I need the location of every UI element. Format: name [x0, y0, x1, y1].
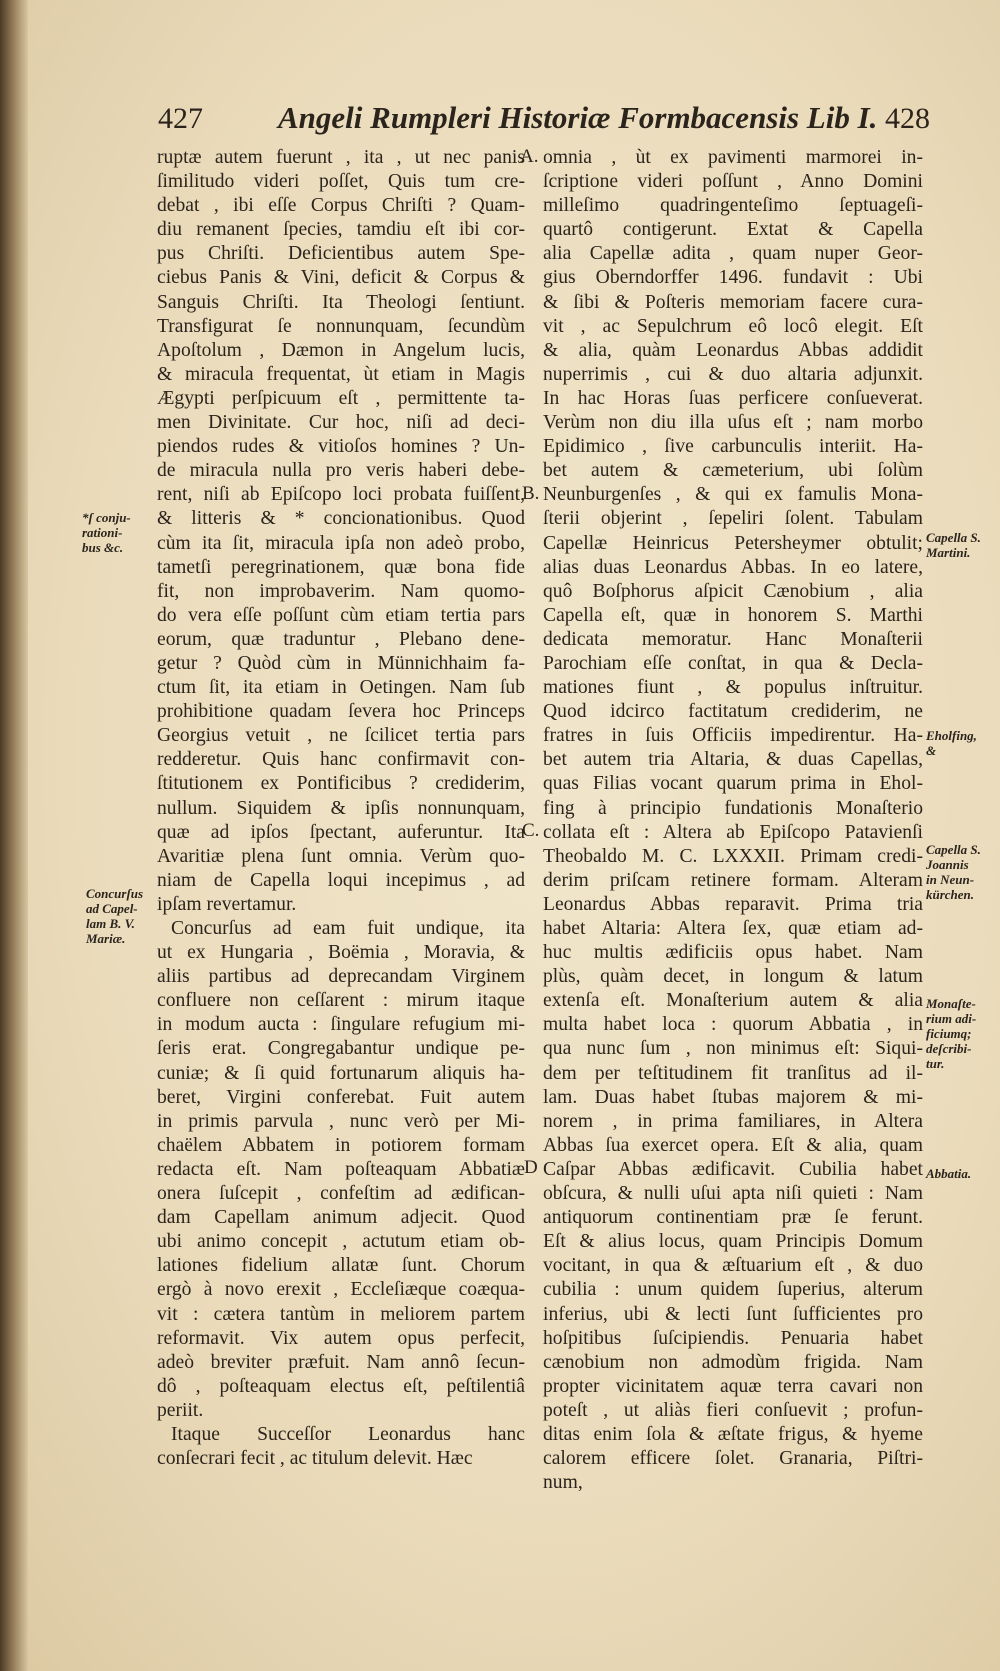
text-line: Concurſus ad eam fuit undique, ita — [171, 918, 525, 939]
text-line: Abbas ſua exercet opera. Eſt & alia, quam — [543, 1134, 923, 1156]
left-text-column — [157, 146, 525, 1471]
margin-note — [86, 886, 143, 946]
page-number-left: 427 — [158, 102, 203, 135]
margin-note — [926, 530, 981, 560]
margin-note-line: Capella S. — [926, 842, 981, 857]
text-line: adeò breviter præfuit. Nam annô ſecun- — [157, 1351, 525, 1373]
text-line: in primis parvula , nunc verò per Mi- — [157, 1110, 525, 1132]
text-line: Epidimico , ſive carbunculis interiit. Ha- — [543, 436, 923, 458]
text-line: ſcriptione videri poſſunt , Anno Domini — [543, 171, 923, 193]
margin-note-line: ad Capel- — [86, 901, 138, 916]
text-line: Theobaldo M. C. LXXXII. Primam credi- — [543, 845, 923, 867]
book-gutter — [0, 0, 28, 1671]
text-line: Verùm non diu illa uſus eſt ; nam morbo — [543, 412, 923, 434]
margin-note — [926, 728, 977, 758]
text-line: ciebus Panis & Vini, deficit & Corpus & — [157, 267, 525, 289]
text-line: fratres in ſuis Officiis impedirentur. Ha- — [543, 725, 923, 747]
text-line: calorem efficere ſolet. Granaria, Piſtri- — [543, 1448, 923, 1470]
text-line: Quod idcirco factitatum crediderim, ne — [543, 701, 923, 723]
text-line: redacta eſt. Nam poſteaquam Abbatiæ — [157, 1158, 525, 1180]
text-line: piendos rudes & vitioſos homines ? Un- — [157, 436, 525, 458]
text-line: ditas enim ſola & æſtate frigus, & hyeme — [543, 1423, 923, 1445]
margin-note-line: Capella S. — [926, 530, 981, 545]
text-line: ruptæ autem fuerunt , ita , ut nec panis — [157, 147, 525, 168]
text-line: reformavit. Vix autem opus perfecit, — [157, 1327, 525, 1349]
text-line: Neunburgenſes , & qui ex famulis Mona- — [543, 484, 923, 506]
text-line: Transfigurat ſe nonnunquam, ſecundùm — [157, 315, 525, 337]
text-line: milleſimo quadringenteſimo ſeptuageſi- — [543, 195, 923, 217]
text-line: multa habet loca : quorum Abbatia , in — [543, 1014, 923, 1036]
text-line: quas Filias vocant quarum prima in Ehol- — [543, 773, 923, 795]
text-line: cænobium non admodùm frigida. Nam — [543, 1351, 923, 1373]
section-letter: C. — [522, 820, 540, 841]
text-line: tametſi peregrinationem, quæ bona fide — [157, 556, 525, 578]
text-line: getur ? Quòd cùm in Münnichhaim fa- — [157, 652, 525, 674]
text-line: poteſt , ut aliàs fieri conſuevit ; profun- — [543, 1399, 923, 1421]
text-line: diu remanent ſpecies, tamdiu eſt ibi cor- — [157, 219, 525, 241]
text-line: onera ſuſcepit , confeſtim ad ædifican- — [157, 1183, 525, 1205]
text-line: extenſa eſt. Monaſterium autem & alia — [543, 990, 923, 1012]
text-line: ergò à novo erexit , Eccleſiæque coæqua- — [157, 1279, 525, 1301]
margin-note — [926, 1166, 971, 1181]
text-line: mationes fiunt , & populus inſtruitur. — [543, 677, 923, 699]
margin-note — [926, 996, 976, 1071]
margin-note-line: rium adi- — [926, 1011, 977, 1026]
text-line: propter vicinitatem aquæ terra cavari non — [543, 1375, 923, 1397]
text-line: antiquorum continentiam præ ſe ferunt. — [543, 1207, 923, 1229]
text-line: lam. Duas habet ſtubas majorem & mi- — [543, 1086, 923, 1108]
text-line: num, — [543, 1472, 583, 1494]
text-line: alia Capellæ adita , quam nuper Geor- — [543, 243, 923, 265]
text-line: nuperrimis , cui & duo altaria adjunxit. — [543, 363, 923, 385]
text-line: fit, non improbaverim. Nam quomo- — [157, 580, 525, 602]
text-line: Parochiam eſſe conſtat, in qua & Decla- — [543, 652, 923, 674]
text-line: bet autem & cæmeterium, ubi ſolùm — [543, 460, 923, 482]
margin-note-line: & — [926, 743, 937, 758]
text-line: obſcura, & nulli uſui apta niſi quieti : Nam — [543, 1183, 923, 1205]
text-line: ipſam revertamur. — [157, 893, 297, 915]
margin-note-line: Eholfing, — [926, 728, 977, 743]
margin-note-line: tur. — [926, 1056, 945, 1071]
text-line: ſimilitudo videri poſſet, Quis tum cre- — [157, 171, 525, 193]
text-line: ſeris erat. Congregabantur undique pe- — [157, 1038, 525, 1060]
margin-note-line: kürchen. — [926, 887, 975, 902]
margin-note-line: *ſ conju- — [82, 510, 131, 525]
text-line: redderetur. Quis hanc confirmavit con- — [157, 749, 525, 771]
text-line: Caſpar Abbas ædificavit. Cubilia habet — [543, 1158, 923, 1180]
text-line: cùm ita ſit, miracula ipſa non adeò probo, — [157, 532, 525, 554]
text-line: ut ex Hungaria , Boëmia , Moravia, & — [157, 942, 525, 964]
text-line: & alia, quàm Leonardus Abbas addidit — [543, 339, 923, 361]
text-line: hoſpitibus ſuſcipiendis. Penuaria habet — [543, 1327, 923, 1349]
text-line: ubi animo concepit , actutum etiam ob- — [157, 1231, 525, 1253]
text-line: bet autem tria Altaria, & duas Capellas, — [543, 749, 923, 771]
text-line: conſecrari fecit , ac titulum delevit. Hæc — [157, 1448, 473, 1470]
margin-note-line: Mariæ. — [86, 931, 126, 946]
text-line: collata eſt : Altera ab Epiſcopo Patavienſi — [543, 821, 923, 843]
text-line: quô Boſphorus aſpicit Cænobium , alia — [543, 580, 923, 602]
text-line: ſtitutionem ex Pontificibus ? crediderim, — [157, 773, 525, 795]
margin-note-line: Martini. — [926, 545, 971, 560]
running-title: Angeli Rumpleri Historiæ Formbacensis Lib I. — [278, 100, 878, 135]
text-line: norem , in prima familiares, in Altera — [543, 1110, 923, 1132]
text-line: alias duas Leonardus Abbas. In eo latere, — [543, 556, 923, 578]
text-line: Leonardus Abbas reparavit. Prima tria — [543, 893, 923, 915]
text-line: dam Capellam animum adjecit. Quod — [157, 1207, 525, 1229]
text-line: debat , ibi eſſe Corpus Chriſti ? Quam- — [157, 195, 525, 217]
text-line: Apoſtolum , Dæmon in Angelum lucis, — [157, 339, 525, 361]
text-line: in modum aucta : ſingulare refugium mi- — [157, 1014, 525, 1036]
margin-note — [926, 842, 981, 902]
text-line: Ægypti perſpicuum eſt , permittente ta- — [157, 387, 525, 409]
margin-note-line: Monaſte- — [926, 996, 976, 1011]
right-text-column — [543, 146, 923, 1495]
text-line: prohibitione quadam ſevera hoc Princeps — [157, 701, 525, 723]
text-line: & miracula frequentat, ùt etiam in Magis — [157, 363, 525, 385]
text-line: cubilia : unum quidem ſuperius, alterum — [543, 1279, 923, 1301]
text-line: vocitant, in qua & æſtuarium eſt , & duo — [543, 1255, 923, 1277]
text-line: aliis partibus ad deprecandam Virginem — [157, 966, 525, 988]
text-line: plùs, quàm decet, in longum & latum — [543, 966, 923, 988]
margin-note-line: rationi- — [82, 525, 123, 540]
text-line: Capellæ Heinricus Petersheymer obtulit; — [543, 532, 923, 554]
text-line: Itaque Succeſſor Leonardus hanc — [171, 1423, 525, 1445]
text-line: quartô contigerunt. Extat & Capella — [543, 219, 923, 241]
text-line: Capella eſt, quæ in honorem S. Marthi — [543, 604, 923, 626]
section-letter: B. — [522, 483, 540, 504]
text-line: men Divinitate. Cur hoc, niſi ad deci- — [157, 412, 525, 434]
text-line: Avaritiæ plena ſunt omnia. Verùm quo- — [157, 845, 525, 867]
text-line: confluere non ceſſarent : mirum itaque — [157, 990, 525, 1012]
text-line: Sanguis Chriſti. Ita Theologi ſentiunt. — [157, 291, 525, 313]
text-line: vit : cætera tantùm in meliorem partem — [157, 1303, 525, 1325]
margin-note-line: in Neun- — [926, 872, 975, 887]
margin-note-line: Abbatia. — [926, 1166, 972, 1181]
text-line: pus Chriſti. Deficientibus autem Spe- — [157, 243, 525, 265]
text-line: inferius, ubi & lecti ſunt ſufficientes pro — [543, 1303, 923, 1325]
margin-note-line: lam B. V. — [86, 916, 135, 931]
margin-note — [82, 510, 131, 555]
text-line: vit , ac Sepulchrum eô locô elegit. Eſt — [543, 315, 923, 337]
text-line: do vera eſſe poſſunt cùm etiam tertia pars — [157, 604, 525, 626]
text-line: habet Altaria: Altera ſex, quæ etiam ad- — [543, 918, 923, 939]
text-line: periit. — [157, 1399, 204, 1421]
section-letter: D — [524, 1157, 538, 1178]
text-line: eorum, quæ traduntur , Plebano dene- — [157, 628, 525, 650]
text-line: rent, niſi ab Epiſcopo loci probata fuiſſent, — [157, 484, 525, 506]
text-line: ctum ſit, ita etiam in Oetingen. Nam ſub — [157, 677, 525, 699]
text-line: Georgius vetuit , ne ſcilicet tertia pars — [157, 725, 525, 747]
text-line: dem per teſtitudinem fit tranſitus ad il- — [543, 1062, 923, 1084]
margin-note-line: deſcribi- — [926, 1041, 972, 1056]
margin-note-line: Joannis — [926, 857, 969, 872]
text-line: chaëlem Abbatem in potiorem formam — [157, 1134, 525, 1156]
text-line: ſterii objerint , ſepeliri ſolent. Tabulam — [543, 508, 923, 530]
text-line: nullum. Siquidem & ipſis nonnunquam, — [157, 797, 525, 819]
text-line: dô , poſteaquam electus eſt, peſtilentiâ — [157, 1375, 525, 1397]
text-line: cuniæ; & ſi quid fortunarum aliquis ha- — [157, 1062, 525, 1084]
section-letter: A. — [520, 146, 539, 167]
text-line: qua nunc ſum , non minimus eſt: Siqui- — [543, 1038, 923, 1060]
text-line: derim priſcam retinere formam. Alteram — [543, 869, 923, 891]
text-line: In hac Horas ſuas perficere conſueverat. — [543, 387, 923, 409]
text-line: dedicata memoratur. Hanc Monaſterii — [543, 628, 923, 650]
margin-note-line: Concurſus — [86, 886, 144, 901]
text-line: gius Oberndorffer 1496. fundavit : Ubi — [543, 267, 923, 289]
text-line: omnia , ùt ex pavimenti marmorei in- — [543, 147, 923, 168]
text-line: Eſt & alius locus, quam Principis Domum — [543, 1231, 923, 1253]
text-line: beret, Virgini conferebat. Fuit autem — [157, 1086, 525, 1108]
text-line: niam de Capella loqui incepimus , ad — [157, 869, 525, 891]
text-line: huc multis ædificiis opus habet. Nam — [543, 942, 923, 964]
text-line: fing à principio fundationis Monaſterio — [543, 797, 923, 819]
text-line: & ſibi & Poſteris memoriam facere cura- — [543, 291, 923, 313]
margin-note-line: bus &c. — [82, 540, 124, 555]
text-line: de miracula nulla pro veris haberi debe- — [157, 460, 525, 482]
text-line: & litteris & * concionationibus. Quod — [157, 508, 525, 530]
text-line: lationes fidelium allatæ ſunt. Chorum — [157, 1255, 525, 1277]
margin-note-line: ficiumq; — [926, 1026, 972, 1041]
page-header — [158, 100, 930, 144]
page-number-right: 428 — [885, 102, 930, 135]
text-line: quæ ad ipſos ſpectant, auferuntur. Ita — [157, 821, 525, 843]
